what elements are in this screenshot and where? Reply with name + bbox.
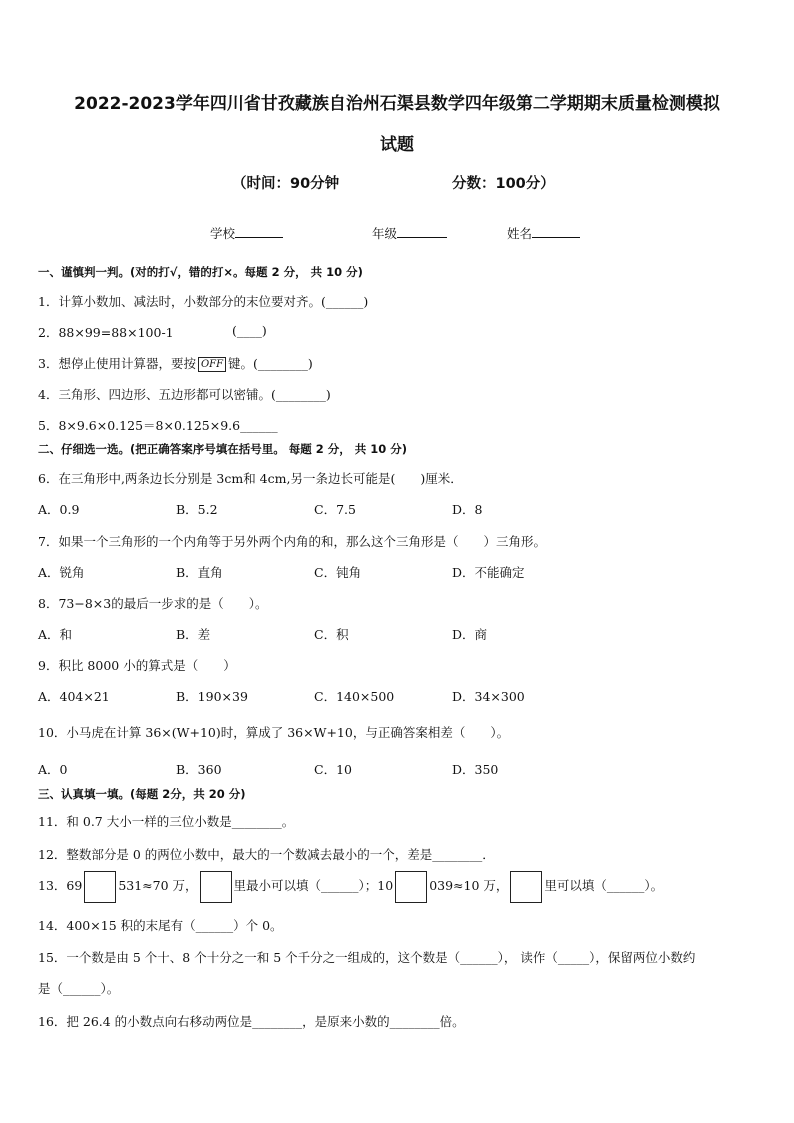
question-10: 10．小马虎在计算 36×(W+10)时，算成了 36×W+10，与正确答案相差（ ）。 xyxy=(38,725,510,740)
question-13 xyxy=(38,870,663,903)
question-6-option-a[interactable]: A．0.9 xyxy=(38,502,80,517)
question-13-part4: 039≈10 万， xyxy=(429,878,509,893)
digit-box-4[interactable] xyxy=(510,871,542,903)
question-3-tail: 键。(________) xyxy=(228,356,313,371)
question-15-line1: 15．一个数是由 5 个十、8 个十分之一和 5 个千分之一组成的，这个数是（______）， 读作（_____），保留两位小数约 xyxy=(38,950,696,965)
school-blank[interactable] xyxy=(235,224,283,238)
question-12: 12．整数部分是 0 的两位小数中，最大的一个数减去最小的一个，差是________． xyxy=(38,847,495,862)
question-13-part2: 531≈70 万， xyxy=(118,878,198,893)
question-7-option-d[interactable]: D．不能确定 xyxy=(452,565,525,580)
question-8-option-c[interactable]: C．积 xyxy=(314,627,349,642)
section2-heading: 二、仔细选一选。(把正确答案序号填在括号里。 每题 2 分， 共 10 分) xyxy=(38,442,408,456)
question-9-option-c[interactable]: C．140×500 xyxy=(314,689,395,704)
question-7-option-c[interactable]: C．钝角 xyxy=(314,565,362,580)
name-blank[interactable] xyxy=(532,224,580,238)
name-field xyxy=(507,224,580,242)
question-9: 9．积比 8000 小的算式是（ ） xyxy=(38,658,236,673)
grade-label: 年级 xyxy=(372,226,398,241)
name-label: 姓名 xyxy=(507,226,533,241)
question-10-option-b[interactable]: B．360 xyxy=(176,762,222,777)
question-9-option-d[interactable]: D．34×300 xyxy=(452,689,525,704)
question-10-option-d[interactable]: D．350 xyxy=(452,762,499,777)
digit-box-1[interactable] xyxy=(84,871,116,903)
question-3 xyxy=(38,354,313,372)
question-2 xyxy=(38,323,174,341)
question-6-option-b[interactable]: B．5.2 xyxy=(176,502,218,517)
school-label: 学校 xyxy=(210,226,236,241)
section3-heading: 三、认真填一填。(每题 2分，共 20 分) xyxy=(38,787,246,801)
question-15-line2: 是（______）。 xyxy=(38,981,120,996)
question-1: 1．计算小数加、减法时，小数部分的末位要对齐。(______) xyxy=(38,294,369,309)
grade-field xyxy=(372,224,447,242)
question-10-option-c[interactable]: C．10 xyxy=(314,762,352,777)
question-2-answer: (____) xyxy=(232,323,267,338)
question-8-option-a[interactable]: A．和 xyxy=(38,627,73,642)
exam-title-line2: 试题 xyxy=(380,135,414,155)
question-7: 7．如果一个三角形的一个内角等于另外两个内角的和，那么这个三角形是（ ）三角形。 xyxy=(38,534,546,549)
question-7-option-a[interactable]: A．锐角 xyxy=(38,565,85,580)
question-8-option-d[interactable]: D．商 xyxy=(452,627,488,642)
question-7-option-b[interactable]: B．直角 xyxy=(176,565,223,580)
digit-box-3[interactable] xyxy=(395,871,427,903)
question-6: 6．在三角形中,两条边长分别是 3cm和 4cm,另一条边长可能是( )厘米． xyxy=(38,471,463,486)
question-6-option-c[interactable]: C．7.5 xyxy=(314,502,356,517)
question-10-option-a[interactable]: A．0 xyxy=(38,762,68,777)
question-5: 5．8×9.6×0.125＝8×0.125×9.6______ xyxy=(38,418,278,433)
question-8: 8．73−8×3的最后一步求的是（ ）。 xyxy=(38,596,268,611)
question-14: 14．400×15 积的末尾有（______）个 0。 xyxy=(38,918,283,933)
exam-title-line1: 2022-2023学年四川省甘孜藏族自治州石渠县数学四年级第二学期期末质量检测模拟 xyxy=(74,94,720,114)
question-9-option-b[interactable]: B．190×39 xyxy=(176,689,248,704)
question-13-part1: 13．69 xyxy=(38,878,83,893)
exam-score: 分数：100分） xyxy=(452,176,555,192)
exam-time: （时间：90分钟 xyxy=(232,176,340,192)
question-11: 11．和 0.7 大小一样的三位小数是________。 xyxy=(38,814,295,829)
question-8-option-b[interactable]: B．差 xyxy=(176,627,211,642)
grade-blank[interactable] xyxy=(397,224,447,238)
question-6-option-d[interactable]: D．8 xyxy=(452,502,483,517)
question-4: 4．三角形、四边形、五边形都可以密铺。(________) xyxy=(38,387,331,402)
question-13-part5: 里可以填（______）。 xyxy=(544,878,664,893)
section1-heading: 一、谨慎判一判。(对的打√，错的打×。每题 2 分， 共 10 分) xyxy=(38,265,363,279)
question-13-part3: 里最小可以填（______）；10 xyxy=(233,878,394,893)
question-3-text: 3．想停止使用计算器，要按 xyxy=(38,356,196,371)
off-key-icon: OFF xyxy=(198,357,226,372)
question-16: 16．把 26.4 的小数点向右移动两位是________，是原来小数的________倍。 xyxy=(38,1014,465,1029)
question-2-text: 2．88×99=88×100-1 xyxy=(38,325,174,340)
question-9-option-a[interactable]: A．404×21 xyxy=(38,689,110,704)
school-field xyxy=(210,224,283,242)
digit-box-2[interactable] xyxy=(200,871,232,903)
